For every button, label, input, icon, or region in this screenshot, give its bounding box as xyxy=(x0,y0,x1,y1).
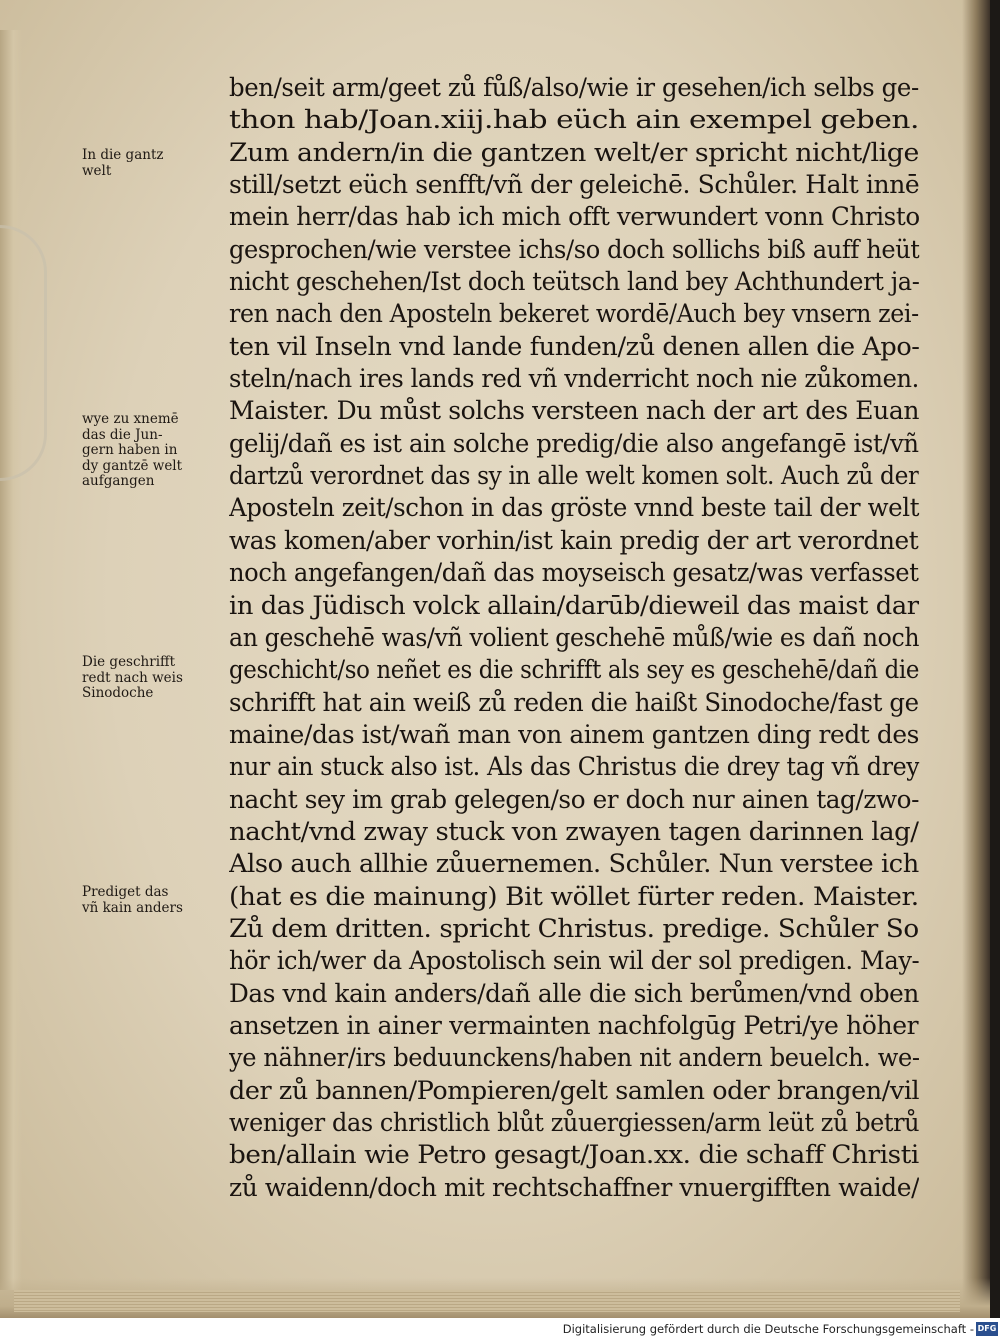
text-line: ansetzen in ainer vermainten nachfolgūg Petri/ye höher xyxy=(229,1010,919,1040)
page-stack-edges xyxy=(14,1290,960,1312)
text-line: steln/nach ires lands red vñ vnderricht noch nie zůkomen. xyxy=(229,364,919,394)
text-line: in das Jüdisch volck allain/darūb/dieweil das maist dar xyxy=(229,590,919,620)
text-line: ye nähner/irs beduunckens/haben nit andern beuelch. we- xyxy=(229,1043,920,1073)
text-line: weniger das christlich blůt zůuergiessen/arm leüt zů betrů xyxy=(229,1108,920,1137)
margin-note-line: redt nach weis xyxy=(82,669,183,686)
margin-note-line: In die gantz xyxy=(82,147,164,163)
margin-note-line: Die geschrifft xyxy=(82,654,176,670)
margin-note-sinodoche xyxy=(82,655,217,702)
text-line: ben/allain wie Petro gesagt/Joan.xx. die schaff Christi xyxy=(229,1140,919,1170)
dfg-logo: DFG xyxy=(976,1322,998,1336)
footer-bar xyxy=(0,1318,1000,1339)
text-line: Zum andern/in die gantzen welt/er spricht nicht/lige xyxy=(229,137,919,167)
text-line: geschicht/so neñet es die schrifft als sey es geschehē/dañ die xyxy=(229,655,919,685)
margin-note-line: vñ kain anders xyxy=(82,899,183,916)
margin-note-line: wye zu xnemē xyxy=(82,411,179,427)
text-line: still/setzt eüch senfft/vñ der geleichē. Schůler. Halt innē xyxy=(229,170,919,200)
text-line: ren nach den Aposteln bekeret wordē/Auch bey vnsern zei- xyxy=(229,299,919,329)
text-line: Also auch allhie zůuernemen. Schůler. Nun verstee ich xyxy=(229,849,919,879)
text-line: gesprochen/wie verstee ichs/so doch sollichs biß auff heüt xyxy=(229,234,920,264)
text-line: mein herr/das hab ich mich offt verwundert vonn Christo xyxy=(229,202,920,232)
margin-note-in-die-gantz-welt xyxy=(82,148,217,179)
text-line: nicht geschehen/Ist doch teütsch land bey Achthundert ja- xyxy=(229,267,920,297)
text-line: was komen/aber vorhin/ist kain predig der art verordnet xyxy=(229,525,919,555)
margin-note-line: das die Jun- xyxy=(82,426,163,443)
text-line: maine/das ist/wañ man von ainem gantzen ding redt des xyxy=(229,719,920,749)
margin-note-line: Sinodoche xyxy=(82,685,154,701)
text-line: noch angefangen/dañ das moyseisch gesatz/was verfasset xyxy=(229,558,919,588)
text-line: schrifft hat ain weiß zů reden die haißt Sinodoche/fast ge xyxy=(229,687,919,717)
page-shadow-right xyxy=(962,0,990,1318)
text-line: dartzů verordnet das sy in alle welt komen solt. Auch zů der xyxy=(229,461,919,491)
text-line: (hat es die mainung) Bit wöllet fürter reden. Maister. xyxy=(229,881,919,911)
margin-note-line: welt xyxy=(82,162,112,179)
margin-note-jungern-welt xyxy=(82,412,217,490)
margin-note-line: gern haben in xyxy=(82,442,178,458)
page-shadow-left xyxy=(0,30,22,1290)
text-line: nur ain stuck also ist. Als das Christus die drey tag vñ drey xyxy=(229,752,920,782)
footer-credit: Digitalisierung gefördert durch die Deutsche Forschungsgemeinschaft - xyxy=(562,1322,974,1336)
text-line: gelij/dañ es ist ain solche predig/die also angefangē ist/vñ xyxy=(229,428,919,458)
text-line: ben/seit arm/geet zů fůß/also/wie ir gesehen/ich selbs ge- xyxy=(229,73,919,102)
text-line: Maister. Du můst solchs versteen nach der art des Euan xyxy=(229,396,919,426)
margin-note-line: Prediget das xyxy=(82,884,169,900)
text-line: zů waidenn/doch mit rechtschaffner vnuergifften waide/ xyxy=(229,1172,919,1202)
text-line: an geschehē was/vñ volient geschehē můß/wie es dañ noch xyxy=(229,622,919,652)
text-line: Das vnd kain anders/dañ alle die sich berůmen/vnd oben xyxy=(229,978,919,1008)
text-line: Aposteln zeit/schon in das gröste vnnd beste tail der welt xyxy=(229,493,920,523)
text-line: nacht/vnd zway stuck von zwayen tagen darinnen lag/ xyxy=(229,816,919,846)
text-line: ten vil Inseln vnd lande funden/zů denen allen die Apo- xyxy=(229,331,920,361)
margin-note-line: dy gantzē welt xyxy=(82,457,183,474)
main-text-block xyxy=(229,72,919,1204)
text-line: der zů bannen/Pompieren/gelt samlen oder brangen/vil xyxy=(229,1075,919,1105)
text-line: hör ich/wer da Apostolisch sein wil der sol predigen. May- xyxy=(229,946,919,976)
text-line: thon hab/Joan.xiij.hab eüch ain exempel geben. xyxy=(229,105,919,135)
text-line: nacht sey im grab gelegen/so er doch nur ainen tag/zwo- xyxy=(229,784,919,814)
margin-note-line: aufgangen xyxy=(82,473,155,489)
text-line: Zů dem dritten. spricht Christus. predige. Schůler So xyxy=(229,913,919,943)
page-clip xyxy=(0,225,47,481)
margin-note-prediget xyxy=(82,885,217,916)
